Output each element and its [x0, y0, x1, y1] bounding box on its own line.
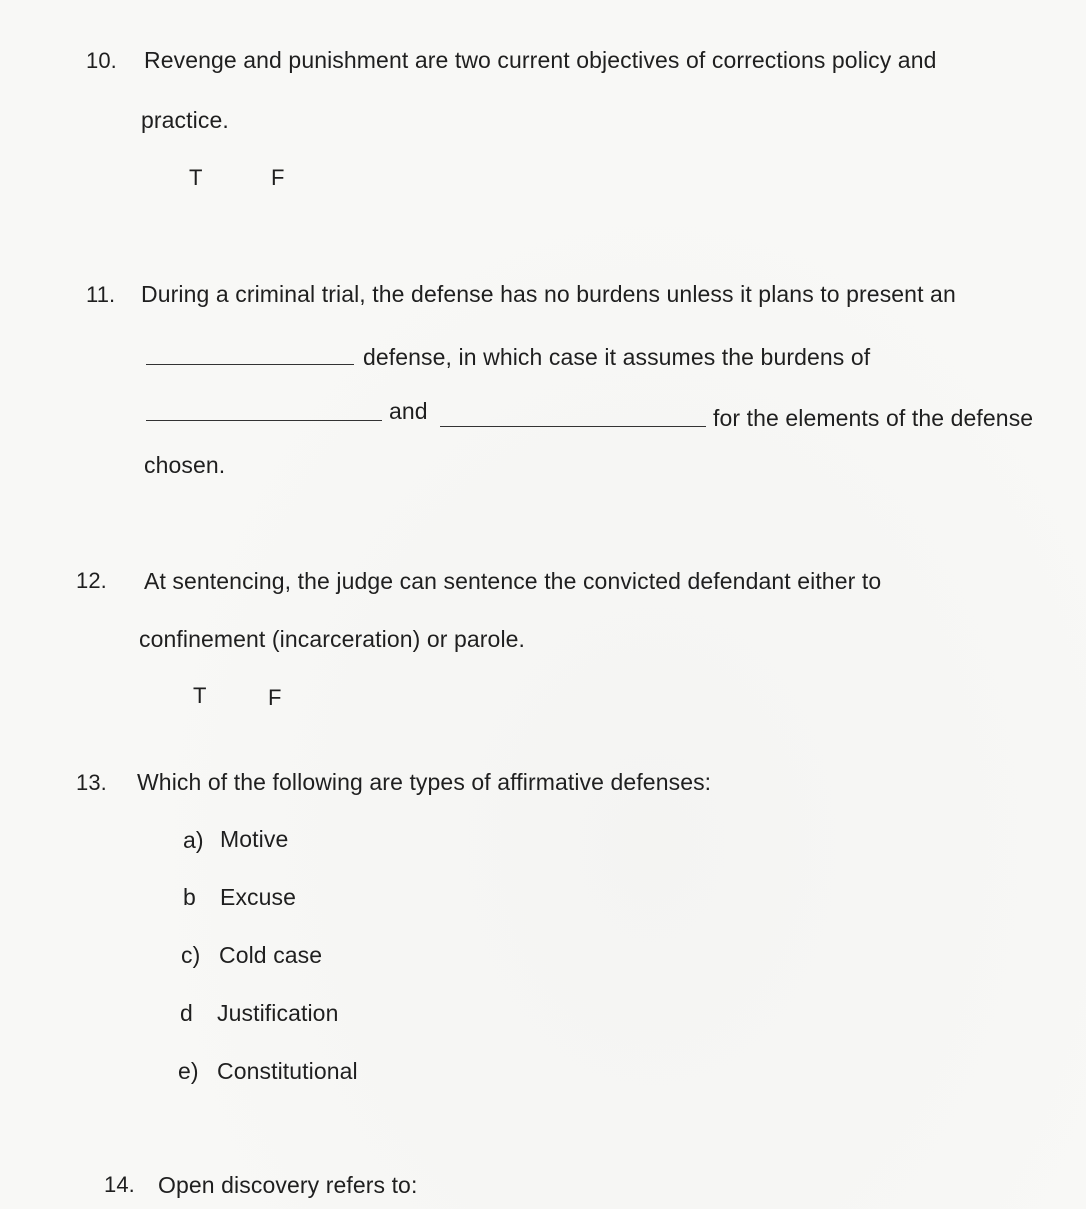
question-number: 12. — [76, 568, 107, 593]
option-letter: d — [180, 1000, 193, 1026]
question-text-line: At sentencing, the judge can sentence the convicted defendant either to — [144, 568, 882, 594]
question-text-line: and — [389, 398, 428, 424]
option-text: Motive — [220, 826, 289, 852]
fill-in-blank[interactable] — [146, 364, 354, 365]
option-text: Justification — [217, 1000, 339, 1026]
fill-in-blank[interactable] — [146, 420, 382, 421]
true-option[interactable]: T — [189, 165, 203, 190]
question-text-line: practice. — [141, 107, 229, 133]
question-text-line: confinement (incarceration) or parole. — [139, 626, 526, 652]
option-letter: b — [183, 884, 196, 910]
false-option[interactable]: F — [268, 685, 282, 710]
question-number: 10. — [86, 48, 117, 73]
fill-in-blank[interactable] — [440, 426, 706, 427]
question-text-line: During a criminal trial, the defense has no burdens unless it plans to present an — [141, 281, 956, 307]
question-text-line: Open discovery refers to: — [158, 1172, 418, 1198]
option-letter: e) — [178, 1058, 199, 1084]
question-text-line: defense, in which case it assumes the burdens of — [363, 344, 871, 370]
option-text: Excuse — [220, 884, 297, 910]
false-option[interactable]: F — [271, 165, 285, 190]
true-option[interactable]: T — [193, 683, 207, 708]
question-text-line: chosen. — [144, 452, 226, 478]
question-text-line: Which of the following are types of affirmative defenses: — [137, 769, 712, 795]
option-letter: c) — [181, 942, 201, 968]
question-number: 13. — [76, 770, 107, 795]
question-number: 14. — [104, 1172, 135, 1197]
option-text: Cold case — [219, 942, 323, 968]
question-number: 11. — [86, 282, 116, 307]
question-text-line: Revenge and punishment are two current objectives of corrections policy and — [144, 47, 937, 73]
option-text: Constitutional — [217, 1058, 358, 1084]
option-letter: a) — [183, 827, 204, 853]
question-text-line: for the elements of the defense — [713, 405, 1034, 431]
